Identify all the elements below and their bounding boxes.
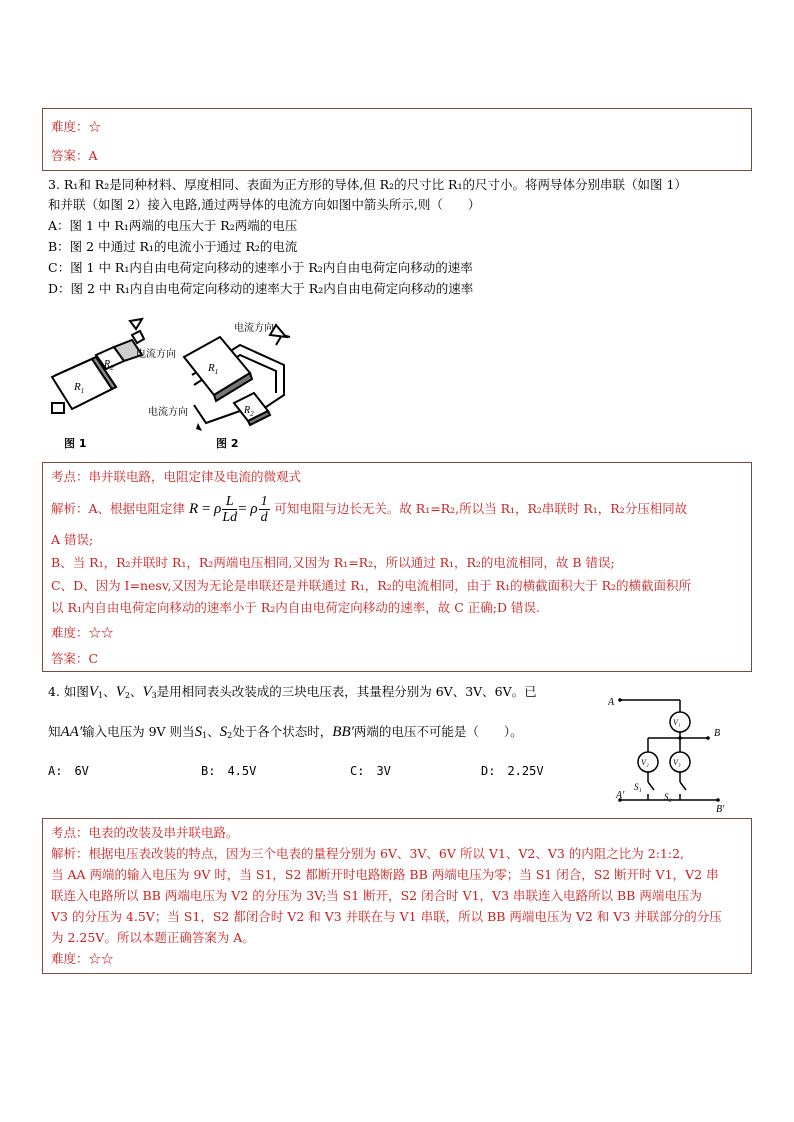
answer-text: 答案：A [51,148,98,163]
jiexi-line3: B、当 R₁，R₂并联时 R₁，R₂两端电压相同,又因为 R₁=R₂，所以通过 R₁，R₂的电流相同，故 B 错误; [51,555,615,570]
svg-text:R2: $R_2$ [104,359,114,372]
difficulty-text: 难度：☆☆ [51,625,114,640]
answer-box-q2 [42,108,752,171]
fig2-current-label-top: 电流方向 [234,323,274,334]
q3-option-a: A：图 1 中 R₁两端的电压大于 R₂两端的电压 [48,218,298,233]
jiexi-line4: C、D、因为 I=nesv,又因为无论是串联还是并联通过 R₁，R₂的电流相同，由于 R₁的横截面积大于 R₂的横截面积所 [51,578,691,593]
q3-stem-line1: 3. R₁和 R₂是同种材料、厚度相同、表面为正方形的导体,但 R₂的尺寸比 R₁的尺寸小。将两导体分别串联（如图 1） [48,177,687,192]
q3-figure [44,315,314,455]
node-b-prime-label: B′ [716,804,725,815]
q4-option-a: A: 6V [48,764,89,778]
q4-stem-line1: 4. 如图$V_1$、$V_2$、$V_3$是用相同表头改装成的三块电压表，其量程分别为 6V、3V、6V。已 [48,684,537,700]
difficulty-text: 难度：☆ [51,119,102,134]
analysis-box-q3 [42,462,752,672]
node-a-prime-label: A′ [616,790,625,801]
jiexi-line3: 联连入电路所以 BB 两端电压为 V2 的分压为 3V;当 S1 断开，S2 闭合时 V1，V3 串联连入电路所以 BB 两端电压为 [51,888,702,903]
q3-option-d: D：图 2 中 R₁内自由电荷定向移动的速率大于 R₂内自由电荷定向移动的速率 [48,281,474,296]
v1-label: V₁ [673,718,681,727]
svg-text:R1: $R_1$ [208,362,219,376]
jiexi-line5: 为 2.25V。所以本题正确答案为 A。 [51,930,255,945]
svg-text:R2: $R_2$ [244,405,254,418]
q3-option-c: C：图 1 中 R₁内自由电荷定向移动的速率小于 R₂内自由电荷定向移动的速率 [48,260,473,275]
q3-stem-line2: 和并联（如图 2）接入电路,通过两导体的电流方向如图中箭头所示,则（ ） [48,197,481,212]
svg-text:R1: $R_1$ [74,381,85,395]
q4-stem-line2: 知AA′输入电压为 9V 则当$S_1$、$S_2$处于各个状态时，BB′两端的电压不可能是（ ）。 [48,724,523,740]
fig2-r2-label: R [244,405,251,416]
fig2-caption: 图 2 [216,437,239,450]
analysis-box-q4 [42,818,752,974]
jiexi-line2: 当 AA 两端的输入电压为 9V 时，当 S1，S2 都断开时电路断路 BB 两端电压为零；当 S1 闭合，S2 断开时 V1，V2 串 [51,867,719,882]
fig1-r1-label: R [74,381,81,393]
jiexi-line5: 以 R₁内自由电荷定向移动的速率小于 R₂内自由电荷定向移动的速率，故 C 正确;D 错误. [51,600,540,615]
v2-label: V₂ [641,758,649,767]
q3-option-b: B：图 2 中通过 R₁的电流小于通过 R₂的电流 [48,239,298,254]
kaodian-text: 考点：电表的改装及串并联电路。 [51,825,239,840]
fig1-caption: 图 1 [64,437,87,450]
q4-option-d: D: 2.25V [481,764,544,778]
fig2-current-label-bottom: 电流方向 [148,407,188,418]
q4-option-b: B: 4.5V [201,764,257,778]
jiexi-line4: V3 的分压为 4.5V；当 S1，S2 都闭合时 V2 和 V3 并联在与 V1 串联，所以 BB 两端电压为 V2 和 V3 并联部分的分压 [51,909,722,924]
kaodian-text: 考点：串并联电路，电阻定律及电流的微观式 [51,469,302,484]
v3-label: V₃ [673,758,681,767]
s2-label: S₂ [664,792,672,802]
q4-option-c: C: 3V [350,764,391,778]
fig1-r2-label: R [104,359,111,370]
jiexi-line1: 解析：根据电压表改装的特点，因为三个电表的量程分别为 6V、3V、6V 所以 V1、V2、V3 的内阻之比为 2:1:2, [51,846,685,861]
fig2-r1-label: R [208,362,215,374]
jiexi-line1: 解析：A、根据电阻定律 R = ρ $\frac{L}{Ld}$ = ρ $\frac{1}{d}$ 可知电阻与边长无关。故 R₁=R₂,所以当 R₁，R₂串联时 R₁，R₂分压相同故 [51,494,688,526]
s1-label: S₁ [634,782,642,792]
node-b-label: B [714,728,721,739]
q4-circuit-figure [608,690,748,815]
jiexi-line2: A 错误; [51,532,94,547]
resistance-formula: R = ρ $\frac{L}{Ld}$ = ρ $\frac{1}{d}$ [189,494,268,526]
node-a-label: A [608,697,615,708]
difficulty-text: 难度：☆☆ [51,951,114,966]
answer-text: 答案：C [51,651,99,666]
fig1-current-label: 电流方向 [136,349,176,360]
